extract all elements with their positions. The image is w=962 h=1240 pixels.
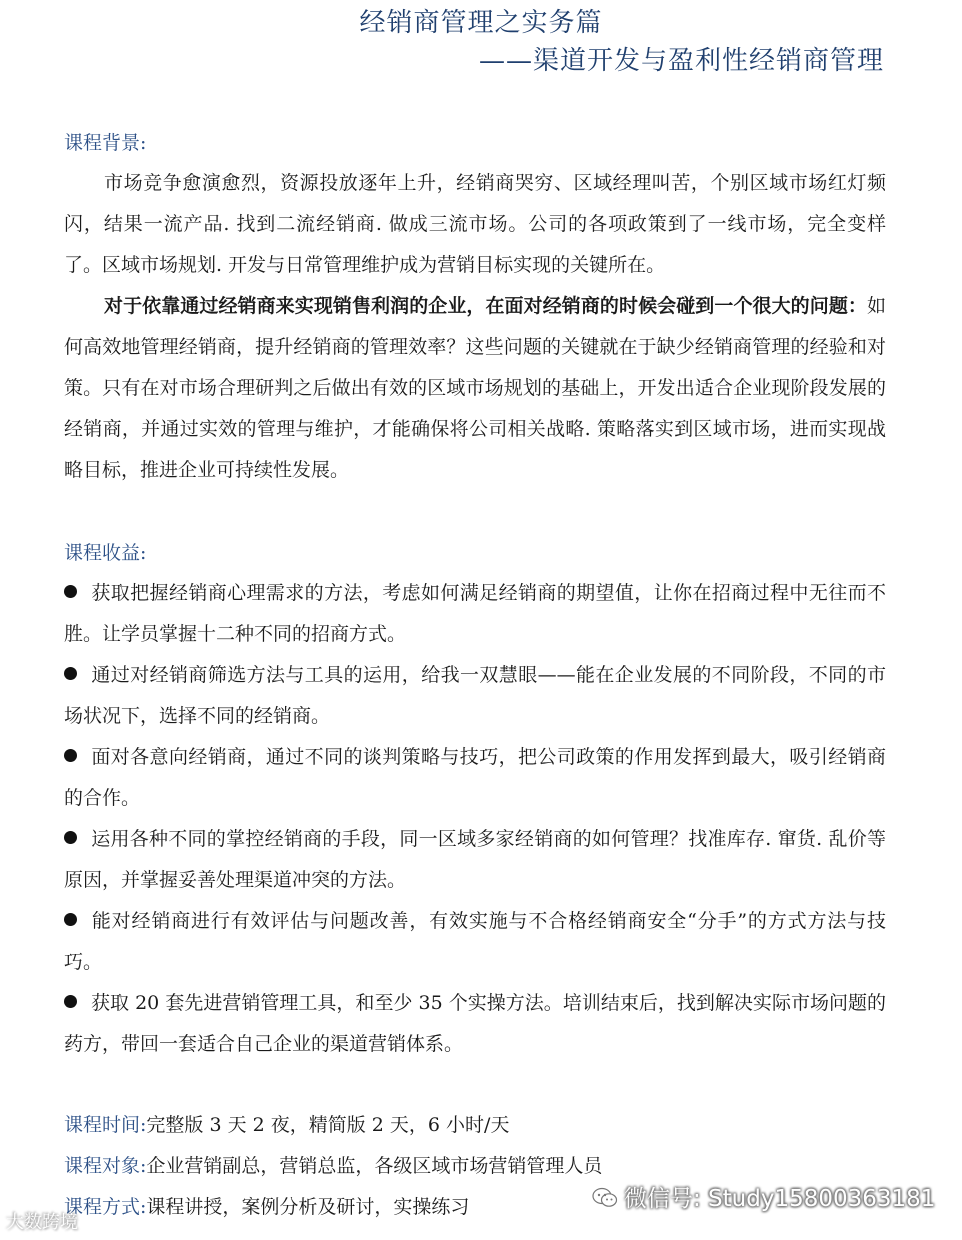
bullet-icon (64, 667, 77, 680)
course-audience-value: 企业营销副总，营销总监，各级区域市场营销管理人员 (146, 1155, 603, 1177)
background-paragraph-1: 市场竞争愈演愈烈，资源投放逐年上升，经销商哭穷、区域经理叫苦，个别区域市场红灯频闪，结果一流产品. 找到二流经销商. 做成三流市场。公司的各项政策到了一线市场，完全变样了。区域市场规划. 开发与日常管理维护成为营销目标实现的关键所在。 (64, 172, 886, 276)
course-audience-label: 课程对象: (64, 1155, 147, 1177)
benefit-item: 获取 20 套先进营销管理工具，和至少 35 个实操方法。培训结束后，找到解决实际市场问题的药方，带回一套适合自己企业的渠道营销体系。 (64, 992, 886, 1055)
brand-logo-watermark: 大数跨境 (6, 1212, 78, 1233)
benefit-item: 通过对经销商筛选方法与工具的运用，给我一双慧眼——能在企业发展的不同阶段，不同的市场状况下，选择不同的经销商。 (64, 664, 886, 727)
wechat-id-text: 微信号: Study15800363181 (624, 1186, 936, 1212)
bullet-icon (64, 995, 77, 1008)
bullet-icon (64, 585, 77, 598)
course-time (64, 1105, 509, 1146)
benefit-item: 能对经销商进行有效评估与问题改善，有效实施与不合格经销商安全“分手”的方式方法与技巧。 (64, 910, 886, 973)
document-subtitle: ——渠道开发与盈利性经销商管理 (478, 46, 884, 76)
benefit-item: 面对各意向经销商，通过不同的谈判策略与技巧，把公司政策的作用发挥到最大，吸引经销商的合作。 (64, 746, 886, 809)
benefits-heading: 课程收益: (64, 542, 147, 564)
background-paragraph-2 (64, 286, 886, 491)
background-heading: 课程背景: (64, 132, 147, 154)
course-method-value: 课程讲授，案例分析及研讨，实操练习 (146, 1196, 470, 1218)
wechat-watermark (592, 1180, 935, 1213)
course-time-value: 完整版 3 天 2 夜，精简版 2 天，6 小时/天 (146, 1114, 510, 1136)
background-paragraph-2-rest: 如何高效地管理经销商，提升经销商的管理效率？这些问题的关键就在于缺少经销商管理的经验和对策。只有在对市场合理研判之后做出有效的区域市场规划的基础上，开发出适合企业现阶段发展的经销商，并通过实效的管理与维护，才能确保将公司相关战略. 策略落实到区域市场，进而实现战略目标，推进企业可持续性发展。 (64, 295, 886, 481)
bullet-icon (64, 831, 77, 844)
wechat-icon (592, 1187, 618, 1209)
benefits-list (64, 573, 886, 1065)
document-title: 经销商管理之实务篇 (359, 8, 603, 38)
course-method (64, 1187, 469, 1228)
course-audience (64, 1146, 602, 1187)
course-time-label: 课程时间: (64, 1114, 147, 1136)
course-method-label: 课程方式: (64, 1196, 147, 1218)
bullet-icon (64, 913, 77, 926)
bullet-icon (64, 749, 77, 762)
benefit-item: 获取把握经销商心理需求的方法，考虑如何满足经销商的期望值，让你在招商过程中无往而不胜。让学员掌握十二种不同的招商方式。 (64, 582, 886, 645)
benefit-item: 运用各种不同的掌控经销商的手段，同一区域多家经销商的如何管理？找准库存. 窜货. 乱价等原因，并掌握妥善处理渠道冲突的方法。 (64, 828, 886, 891)
background-paragraph-2-bold: 对于依靠通过经销商来实现销售利润的企业，在面对经销商的时候会碰到一个很大的问题： (104, 295, 867, 317)
